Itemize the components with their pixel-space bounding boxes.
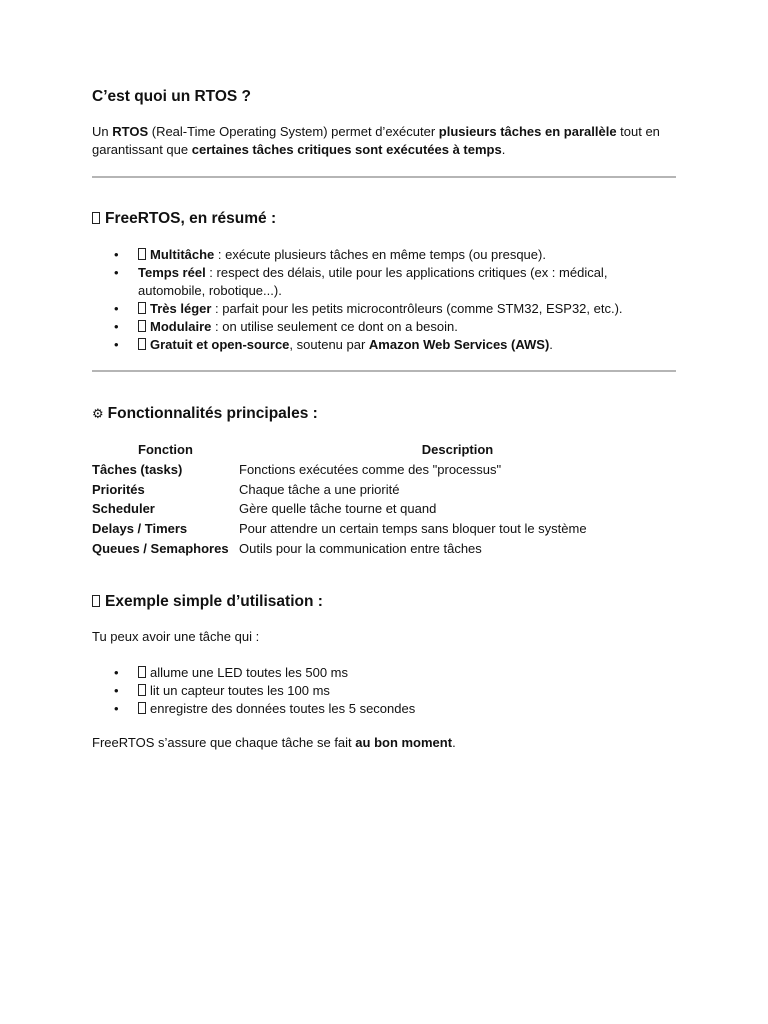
missing-glyph-icon	[92, 212, 100, 224]
item-bold: Très léger	[150, 301, 212, 316]
cell-function: Scheduler	[92, 501, 155, 517]
intro-bold1: plusieurs tâches en parallèle	[438, 124, 617, 139]
item-text: : on utilise seulement ce dont on a besoin.	[211, 319, 458, 334]
list-item	[92, 700, 676, 718]
item-text: : exécute plusieurs tâches en même temps (ou presque).	[214, 247, 546, 262]
summary-title: FreeRTOS, en résumé :	[105, 210, 277, 227]
closing-bold: au bon moment	[355, 735, 453, 750]
list-item	[92, 336, 676, 354]
missing-glyph-icon	[92, 595, 100, 607]
divider-1	[92, 176, 676, 178]
list-item	[92, 682, 676, 700]
table-row	[92, 519, 676, 539]
table-header-row	[92, 440, 676, 460]
closing-end: .	[452, 735, 456, 750]
cell-description: Pour attendre un certain temps sans bloquer tout le système	[239, 521, 587, 537]
missing-glyph-icon	[138, 684, 146, 696]
cell-description: Fonctions exécutées comme des "processus"	[239, 462, 502, 477]
header-function: Fonction	[138, 442, 193, 457]
cell-description: Chaque tâche a une priorité	[239, 481, 400, 497]
item-bold-2: Amazon Web Services (AWS)	[368, 337, 550, 352]
closing-pre: FreeRTOS s’assure que chaque tâche se fait	[92, 735, 356, 750]
table-row	[92, 539, 676, 559]
item-end: .	[549, 337, 553, 352]
gear-icon: ⚙	[92, 406, 104, 421]
item-text: lit un capteur toutes les 100 ms	[150, 683, 330, 698]
cell-function: Tâches (tasks)	[92, 462, 183, 477]
list-item	[92, 318, 676, 336]
cell-function: Queues / Semaphores	[92, 540, 229, 556]
example-lead: Tu peux avoir une tâche qui :	[92, 629, 260, 644]
table-row	[92, 480, 676, 500]
cell-description: Gère quelle tâche tourne et quand	[239, 501, 437, 517]
item-text: enregistre des données toutes les 5 secondes	[150, 701, 416, 716]
cell-function: Priorités	[92, 481, 145, 497]
intro-desc2: tout en garantissant que	[92, 124, 660, 157]
item-text: : parfait pour les petits microcontrôleurs (comme STM32, ESP32, etc.).	[211, 301, 623, 316]
item-text: allume une LED toutes les 500 ms	[150, 665, 348, 680]
missing-glyph-icon	[138, 320, 146, 332]
list-item	[92, 246, 676, 264]
item-bold: Multitâche	[150, 247, 215, 262]
intro-end: .	[501, 142, 506, 157]
missing-glyph-icon	[138, 248, 146, 260]
example-title: Exemple simple d’utilisation :	[105, 593, 323, 610]
features-heading	[92, 404, 318, 424]
item-text: : respect des délais, utile pour les applications critiques (ex : médical, automobile, robotique...).	[138, 265, 608, 298]
item-bold: Gratuit et open-source	[150, 337, 290, 352]
intro-bold2: certaines tâches critiques sont exécutées à temps	[191, 142, 502, 157]
table-row	[92, 499, 676, 519]
features-table	[92, 440, 676, 559]
list-item	[92, 664, 676, 682]
intro-desc1: (Real-Time Operating System) permet d’exécuter	[148, 124, 439, 139]
cell-description: Outils pour la communication entre tâches	[239, 540, 482, 556]
features-title: Fonctionnalités principales :	[107, 405, 318, 422]
example-closing	[92, 734, 456, 752]
missing-glyph-icon	[138, 302, 146, 314]
intro-un: Un	[92, 124, 113, 139]
list-item	[92, 264, 676, 300]
missing-glyph-icon	[138, 338, 146, 350]
intro-heading: C’est quoi un RTOS ?	[92, 88, 252, 105]
missing-glyph-icon	[138, 666, 146, 678]
item-bold: Modulaire	[150, 319, 212, 334]
intro-paragraph	[92, 123, 676, 159]
intro-rtos: RTOS	[112, 124, 149, 139]
example-heading	[92, 592, 323, 612]
item-bold: Temps réel	[138, 265, 206, 280]
summary-list	[92, 246, 676, 354]
table-row	[92, 460, 676, 480]
item-text: , soutenu par	[289, 337, 369, 352]
divider-2	[92, 370, 676, 372]
example-list	[92, 664, 676, 718]
header-description: Description	[421, 442, 494, 457]
missing-glyph-icon	[138, 702, 146, 714]
cell-function: Delays / Timers	[92, 521, 188, 537]
list-item	[92, 300, 676, 318]
summary-heading	[92, 209, 276, 229]
